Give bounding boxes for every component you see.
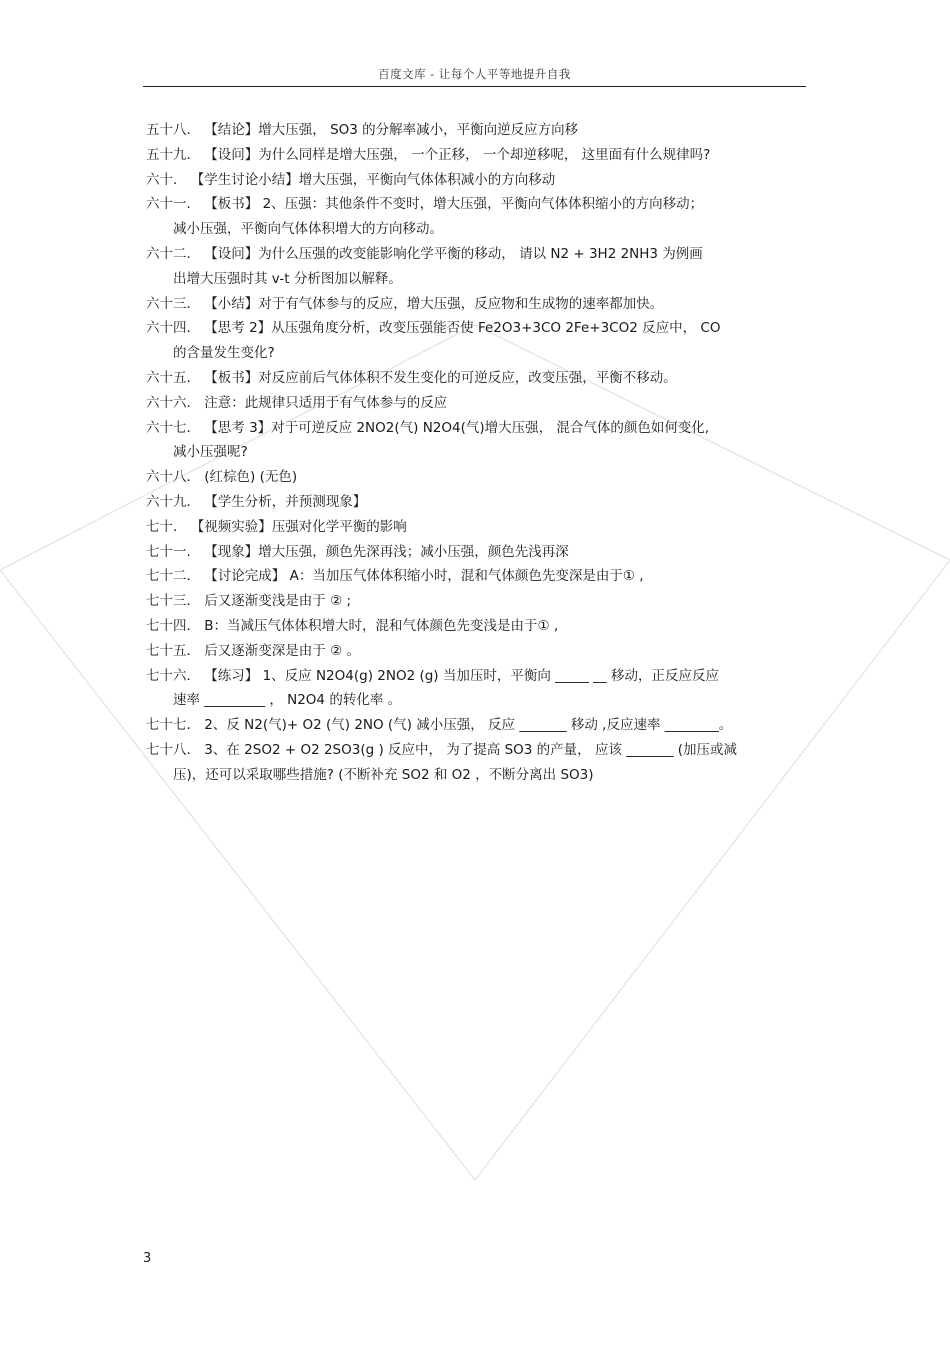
text-line: 七十八． 3、在 2SO2 + O2 2SO3(g ) 反应中， 为了提高 SO3 的产量， 应该 _______ (加压或减	[146, 741, 738, 758]
text-line: 六十四． 【思考 2】从压强角度分析，改变压强能否使 Fe2O3+3CO 2Fe+3CO2 反应中， CO	[146, 320, 721, 337]
text-line: 七十七． 2、反 N2(气)+ O2 (气) 2NO (气) 减小压强， 反应 _______ 移动 ,反应速率 ________。	[146, 717, 733, 734]
text-line: 六十． 【学生讨论小结】增大压强，平衡向气体体积减小的方向移动	[146, 171, 556, 188]
text-line: 速率 _________ ， N2O4 的转化率 。	[173, 692, 402, 709]
page-number: 3	[143, 1251, 152, 1266]
text-line: 的含量发生变化?	[173, 345, 275, 362]
text-line: 七十一． 【现象】增大压强，颜色先深再浅；减小压强，颜色先浅再深	[146, 543, 569, 560]
page-header: 百度文库 - 让每个人平等地提升自我	[378, 67, 571, 81]
text-line: 六十三． 【小结】对于有气体参与的反应，增大压强，反应物和生成物的速率都加快。	[146, 295, 664, 312]
text-line: 六十九． 【学生分析，并预测现象】	[146, 493, 367, 510]
text-line: 七十． 【视频实验】压强对化学平衡的影响	[146, 518, 407, 535]
text-line: 出增大压强时其 v-t 分析图加以解释。	[173, 270, 402, 287]
text-line: 六十五． 【板书】对反应前后气体体积不发生变化的可逆反应，改变压强，平衡不移动。	[146, 369, 677, 386]
text-line: 七十五． 后又逐渐变深是由于 ② 。	[146, 642, 360, 659]
text-line: 六十七． 【思考 3】对于可逆反应 2NO2(气) N2O4(气)增大压强， 混合气体的颜色如何变化,	[146, 419, 710, 436]
text-line: 六十八． (红棕色) (无色)	[146, 469, 298, 486]
text-line: 六十二． 【设问】为什么压强的改变能影响化学平衡的移动， 请以 N2 + 3H2 2NH3 为例画	[146, 245, 703, 262]
document-body	[146, 118, 811, 788]
text-line: 减小压强呢?	[173, 444, 248, 461]
text-line: 六十六． 注意：此规律只适用于有气体参与的反应	[146, 394, 448, 411]
text-line: 七十三． 后又逐渐变浅是由于 ② ;	[146, 593, 352, 610]
text-line: 七十二． 【讨论完成】 A：当加压气体体积缩小时，混和气体颜色先变深是由于① ,	[146, 568, 644, 585]
text-line: 七十六． 【练习】 1、反应 N2O4(g) 2NO2 (g) 当加压时，平衡向 _____ __ 移动，正反应反应	[146, 667, 719, 684]
text-line: 六十一． 【板书】 2、压强：其他条件不变时，增大压强，平衡向气体体积缩小的方向移动；	[146, 196, 704, 213]
text-line: 减小压强，平衡向气体体积增大的方向移动。	[173, 221, 443, 238]
text-line: 五十九． 【设问】为什么同样是增大压强， 一个正移， 一个却逆移呢， 这里面有什么规律吗?	[146, 146, 711, 163]
header-divider	[143, 86, 806, 87]
text-line: 五十八． 【结论】增大压强， SO3 的分解率减小，平衡向逆反应方向移	[146, 122, 579, 138]
text-line: 压)，还可以采取哪些措施? (不断补充 SO2 和 O2 ，不断分离出 SO3)	[173, 766, 594, 783]
text-line: 七十四． B：当减压气体体积增大时，混和气体颜色先变浅是由于① ,	[146, 617, 559, 634]
